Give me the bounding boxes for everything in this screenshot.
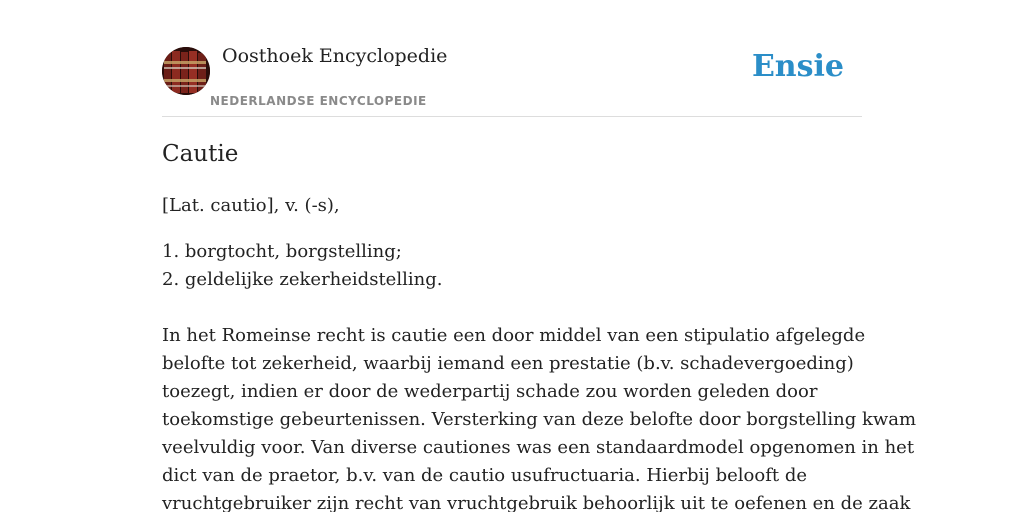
body-paragraph (162, 322, 917, 512)
book-spines-icon[interactable] (162, 47, 210, 95)
body-line: vruchtgebruiker zijn recht van vruchtgebruik behoorlijk uit te oefenen en de zaak (162, 493, 911, 512)
site-header (162, 0, 862, 117)
body-line: belofte tot zekerheid, waarbij iemand een prestatie (b.v. schadevergoeding) (162, 353, 854, 374)
body-line: toekomstige gebeurtenissen. Versterking van deze belofte door borgstelling kwam (162, 409, 917, 430)
brand-logo-text[interactable]: Ensie (751, 49, 844, 84)
site-title[interactable]: Oosthoek Encyclopedie (222, 45, 448, 67)
etymology: [Lat. cautio], v. (-s), (162, 195, 340, 216)
site-subtitle: NEDERLANDSE ENCYCLOPEDIE (210, 94, 427, 108)
body-line: dict van de praetor, b.v. van de cautio usufructuaria. Hierbij belooft de (162, 465, 808, 486)
article-content (162, 138, 917, 512)
body-line: veelvuldig voor. Van diverse cautiones was een standaardmodel opgenomen in het (162, 437, 915, 458)
entry-title: Cautie (162, 141, 239, 167)
definition-list (162, 238, 862, 294)
body-line: In het Romeinse recht is cautie een door middel van een stipulatio afgelegde (162, 325, 866, 346)
definition-item: 2. geldelijke zekerheidstelling. (162, 269, 443, 290)
definition-item: 1. borgtocht, borgstelling; (162, 241, 402, 262)
body-line: toezegt, indien er door de wederpartij schade zou worden geleden door (162, 381, 818, 402)
